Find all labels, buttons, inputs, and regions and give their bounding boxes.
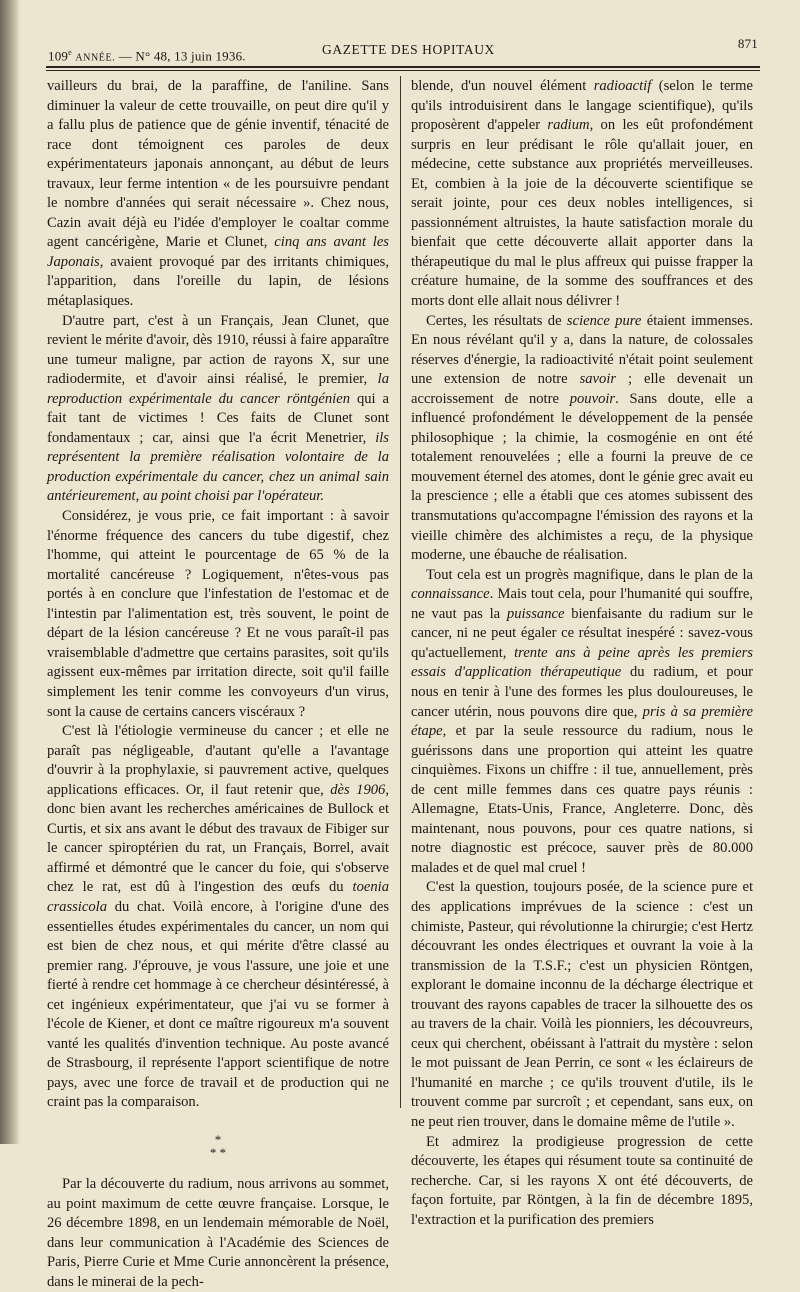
right-column	[411, 77, 753, 1230]
left-paragraph-3: Considérez, je vous prie, ce fait important : à savoir l'énorme fréquence des cancers du tube digestif, chez l'homme, qui atteint le pourcentage de 65 % de la mortalité cancéreuse ? Logiquement, n'êtes-vous pas portés à en conclure que l'infestation de l'estomac et de l'intestin par l'alimentation est, très souvent, le point de départ de la lésion cancéreuse ? Et ne vous paraît-il pas vraisemblable d'admettre que certains parasites, soit qu'ils agissent eux-mêmes par irritation directe, soit qu'il faille simplement les tenir comme les convoyeurs d'un virus, sont la cause de certains cancers viscéraux ?	[47, 508, 389, 720]
section-separator: * * *	[209, 1131, 227, 1160]
right-paragraph-1: blende, d'un nouvel élément radioactif (selon le terme qu'ils introduisirent dans le langage scientifique), qu'ils proposèrent d'appeler radium, on les eût profondément surpris en leur prédisant le rôle qu'allait jouer, en médecine, cette substance aux propriétés merveilleuses. Et, combien à la joie de la découverte scientifique se serait jointe, pour ces deux nobles intelligences, si passionnément altruistes, la haute satisfaction morale du bienfait que cette découverte allait apporter dans la thérapeutique du mal le plus affreux qui puisse frapper la créature humaine, de la somme des souffrances et des morts dont elle allait nous délivrer !	[411, 78, 753, 310]
left-paragraph-1: vailleurs du brai, de la paraffine, de l'aniline. Sans diminuer la valeur de cette trouvaille, on peut dire qu'il y a fallu plus de patience que de génie inventif, ténacité de race dont témoignent ces paroles de deux expérimentateurs japonais annonçant, au début de leurs travaux, leur ferme intention « de les poursuivre pendant le nombre d'années qui serait nécessaire ». Chez nous, Cazin avait déjà eu l'idée d'employer le coaltar comme agent cancérigène, Marie et Clunet, cinq ans avant les Japonais, avaient provoqué par des irritants chimiques, l'apparition, dans l'oreille du lapin, de lésions métaplasiques.	[47, 78, 389, 310]
journal-title: GAZETTE DES HOPITAUX	[322, 42, 495, 57]
issue-word: ANNÉE.	[75, 52, 116, 64]
left-column	[47, 77, 389, 1292]
header-rule-thin	[46, 70, 760, 71]
page-number: 871	[737, 36, 758, 51]
issue-sup: e	[68, 48, 72, 57]
left-paragraph-5: Par la découverte du radium, nous arrivons au sommet, au point maximum de cette œuvre française. Lorsque, le 26 décembre 1898, en un lendemain mémorable de Noël, dans leur communication à l'Académie des Sciences de Paris, Pierre Curie et Mme Curie annoncèrent la présence, dans le minerai de la pech-	[47, 1175, 389, 1290]
column-divider	[400, 76, 401, 1108]
header-rule-thick	[46, 66, 760, 68]
binding-gutter	[0, 0, 20, 1144]
right-paragraph-5: Et admirez la prodigieuse progression de cette découverte, les étapes qui résument toute sa continuité de recherche. Car, si les rayons X ont été découverts, de façon fortuite, par Röntgen, à la fin de décembre 1895, l'extraction et la purification des premiers	[411, 1133, 753, 1228]
right-paragraph-3: Tout cela est un progrès magnifique, dans le plan de la connaissance. Mais tout cela, pour l'humanité qui souffre, ne vaut pas la puissance bienfaisante du radium sur le cancer, ni ne peut égaler ce résultat inespéré : savez-vous qu'actuellement, trente ans à peine après les premiers essais d'application thérapeutique du radium, et pour nous en tenir à l'une des formes les plus douloureuses, le cancer utérin, nous pouvons dire que, pris à sa première étape, et par la seule ressource du radium, nous le guérissons dans une proportion qui atteint les quatre cinquièmes. Fixons un chiffre : il tue, annuellement, près de cent mille femmes dans ces quatre pays réunis : Allemagne, Etats-Unis, France, Angleterre. Donc, dès maintenant, nous pouvons, pour ces quatre nations, si notre diagnostic est précoce, sauver près de 80.000 malades et de quel mal cruel !	[411, 566, 754, 876]
page-header	[48, 36, 758, 64]
left-paragraph-2: D'autre part, c'est à un Français, Jean Clunet, que revient le mérite d'avoir, dès 1910, réussi à faire apparaître une tumeur maligne, par action de rayons X, sur une radiodermite, et d'avoir ainsi réalisé, le premier, la reproduction expérimentale du cancer röntgénien qui a fait tant de victimes ! Ces faits de Clunet sont fondamentaux ; car, ainsi que l'a écrit Menetrier, ils représentent la première réalisation volontaire de la production expérimentale du cancer, chez un animal sain antérieurement, au point choisi par l'opérateur.	[47, 312, 390, 505]
right-paragraph-4: C'est la question, toujours posée, de la science pure et des applications imprévues de la science : c'est un chimiste, Pasteur, qui révolutionne la chirurgie; c'est Hertz découvrant les ondes électriques et ouvrant la voie à la transmission de la T.S.F.; c'est un physicien Röntgen, explorant le domaine inconnu de la décharge électrique et trouvant des rayons capables de tracer la silhouette des os au travers de la chair. Voilà les pionniers, les découvreurs, ceux qui cherchent, obéissant à l'attrait du mystère : selon le mot puissant de Jean Perrin, ce sont « les éclaireurs de l'humanité en marche ; ce qu'ils trouvent d'utile, ils le trouvent comme par surcroît ; et cependant, sans eux, on ne peut rien trouver, dans le domaine même de l'utile ».	[411, 879, 753, 1130]
left-paragraph-4: C'est là l'étiologie vermineuse du cancer ; et elle ne paraît pas négligeable, d'autant qu'elle a l'avantage d'ouvrir à la prophylaxie, si pauvrement active, quelques applications efficaces. Or, il faut retenir que, dès 1906, donc bien avant les recherches américaines de Bullock et Curtis, et six ans avant le début des travaux de Fibiger sur le cancer spiroptérien du rat, un Français, Borrel, avait affirmé et démontré que le cancer du foie, qui s'observe chez le rat, est dû à l'ingestion des œufs du toenia crassicola du chat. Voilà encore, à l'origine d'une des essentielles études expérimentales du cancer, un nom qui est bien de chez nous, et qui mérite d'être classé au premier rang. J'éprouve, je vous l'assure, une joie et une fierté à rendre cet hommage à ce chercheur désintéressé, à cet ingénieux expérimentateur, que j'ai vu se former à l'école de Kiener, et dont ce maître rigoureux m'a souvent vanté les qualités d'invention technique. Au poste avancé de Strasbourg, il représente l'apport scientifique de notre pays, avec une force de travail et de production qui ne craint pas la comparaison.	[47, 723, 390, 1111]
issue-date: — N° 48, 13 juin 1936.	[118, 48, 246, 64]
right-paragraph-2: Certes, les résultats de science pure étaient immenses. En nous révélant qu'il y a, dans la nature, de colossales réserves d'énergie, la radioactivité n'était point seulement une extension de notre savoir ; elle devenait un accroissement de notre pouvoir. Sans doute, elle a influencé profondément le développement de la pensée philosophique ; la chimie, la cosmogénie en ont été totalement renouvelées ; elle a fourni la preuve de ce mouvement éternel des atomes, dont le génie grec avait eu la prescience ; elle a établi que ces atomes subissent des transmutations qu'accompagne l'émission des rayons et la vieille chimère des alchimistes a reçu, de la physique moderne, une ébauche de réalisation.	[411, 312, 753, 564]
issue-info: 109e ANNÉE. — N° 48, 13 juin 1936.	[48, 48, 246, 64]
